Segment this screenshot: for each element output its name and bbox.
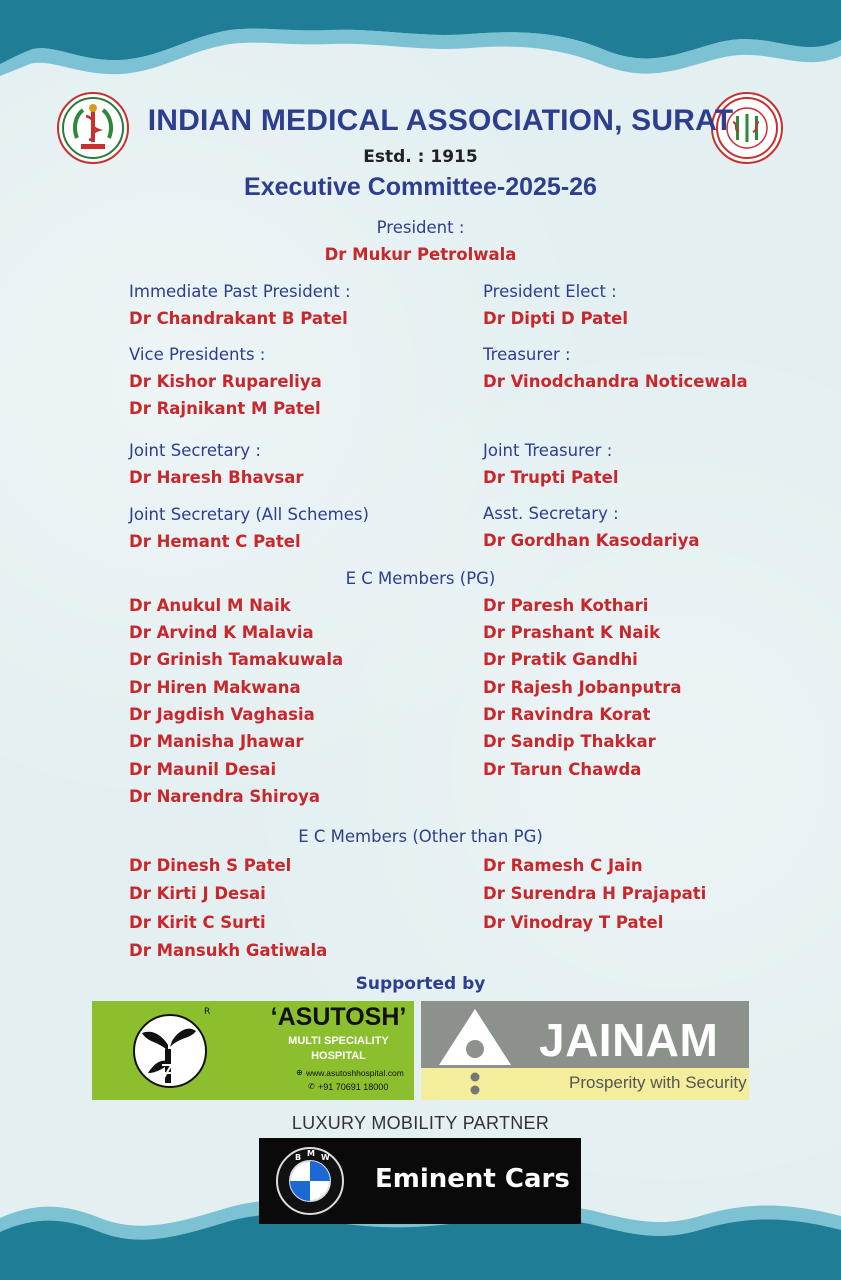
role-name-joint-secretary-all-schemes: Dr Hemant C Patel (129, 532, 301, 551)
page-title: INDIAN MEDICAL ASSOCIATION, SURAT (147, 104, 734, 137)
committee-subtitle: Executive Committee-2025-26 (244, 173, 597, 201)
supported-by-label: Supported by (355, 974, 486, 994)
ec-other-member: Dr Kirit C Surti (129, 913, 266, 932)
role-label-joint-secretary: Joint Secretary : (129, 441, 261, 460)
ec-other-member: Dr Dinesh S Patel (129, 856, 292, 875)
president-name: Dr Mukur Petrolwala (324, 245, 517, 264)
role-name-vice-president-1: Dr Kishor Rupareliya (129, 372, 322, 391)
ec-pg-member: Dr Ravindra Korat (483, 705, 651, 724)
registered-mark: R (204, 1007, 211, 1017)
ec-pg-member: Dr Paresh Kothari (483, 596, 649, 615)
globe-icon: ⊕ (296, 1068, 303, 1077)
role-label-immediate-past-president: Immediate Past President : (129, 282, 351, 301)
ec-pg-member: Dr Maunil Desai (129, 760, 277, 779)
jainam-logo-dots-icon (469, 1071, 481, 1097)
ec-members-other-heading: E C Members (Other than PG) (298, 827, 543, 846)
role-label-treasurer: Treasurer : (483, 345, 571, 364)
role-name-president-elect: Dr Dipti D Patel (483, 309, 628, 328)
ec-other-member: Dr Kirti J Desai (129, 884, 266, 903)
asutosh-tree-logo-icon (128, 1011, 212, 1091)
svg-text:B: B (295, 1153, 302, 1162)
phone-icon: ✆ (308, 1082, 315, 1091)
ec-pg-member: Dr Manisha Jhawar (129, 732, 304, 751)
role-name-asst-secretary: Dr Gordhan Kasodariya (483, 531, 700, 550)
ec-pg-member: Dr Grinish Tamakuwala (129, 650, 344, 669)
president-label: President : (376, 218, 465, 237)
jainam-name: JAINAM (539, 1014, 719, 1066)
ec-pg-member: Dr Sandip Thakkar (483, 732, 656, 751)
ec-pg-member: Dr Jagdish Vaghasia (129, 705, 315, 724)
role-name-joint-treasurer: Dr Trupti Patel (483, 468, 619, 487)
jainam-banner (421, 1001, 749, 1100)
asutosh-line1: MULTI SPECIALITY (288, 1035, 389, 1047)
ec-members-pg-heading: E C Members (PG) (345, 569, 496, 588)
role-label-president-elect: President Elect : (483, 282, 617, 301)
ec-pg-member: Dr Rajesh Jobanputra (483, 678, 682, 697)
ec-pg-member: Dr Pratik Gandhi (483, 650, 638, 669)
role-label-joint-treasurer: Joint Treasurer : (483, 441, 613, 460)
eminent-cars-banner (259, 1138, 581, 1224)
svg-text:W: W (321, 1153, 330, 1162)
jainam-tagline: Prosperity with Security (569, 1073, 747, 1092)
role-name-joint-secretary: Dr Haresh Bhavsar (129, 468, 304, 487)
ec-pg-member: Dr Prashant K Naik (483, 623, 661, 642)
ec-other-member: Dr Ramesh C Jain (483, 856, 643, 875)
ec-pg-member: Dr Anukul M Naik (129, 596, 291, 615)
ec-other-member: Dr Vinodray T Patel (483, 913, 664, 932)
top-wave-decoration (0, 0, 841, 90)
svg-text:M: M (307, 1149, 315, 1158)
ec-pg-member: Dr Hiren Makwana (129, 678, 301, 697)
role-name-treasurer: Dr Vinodchandra Noticewala (483, 372, 748, 391)
asutosh-line2: HOSPITAL (311, 1050, 366, 1062)
ec-pg-member: Dr Arvind K Malavia (129, 623, 314, 642)
asutosh-phone: +91 70691 18000 (318, 1082, 389, 1092)
ec-other-member: Dr Surendra H Prajapati (483, 884, 707, 903)
asutosh-website: www.asutoshhospital.com (306, 1068, 404, 1078)
established-year: Estd. : 1915 (363, 147, 478, 167)
role-label-vice-presidents: Vice Presidents : (129, 345, 266, 364)
role-label-joint-secretary-all-schemes: Joint Secretary (All Schemes) (129, 505, 369, 524)
role-name-immediate-past-president: Dr Chandrakant B Patel (129, 309, 348, 328)
ec-pg-member: Dr Narendra Shiroya (129, 787, 321, 806)
asutosh-name: ‘ASUTOSH’ (270, 1003, 407, 1031)
ec-pg-member: Dr Tarun Chawda (483, 760, 642, 779)
ec-other-member: Dr Mansukh Gatiwala (129, 941, 328, 960)
role-name-vice-president-2: Dr Rajnikant M Patel (129, 399, 321, 418)
mobility-partner-label: LUXURY MOBILITY PARTNER (291, 1113, 550, 1133)
eminent-cars-name: Eminent Cars (375, 1164, 570, 1194)
bmw-logo-icon (275, 1146, 345, 1216)
role-label-asst-secretary: Asst. Secretary : (483, 504, 619, 523)
asutosh-hospital-banner (92, 1001, 414, 1100)
